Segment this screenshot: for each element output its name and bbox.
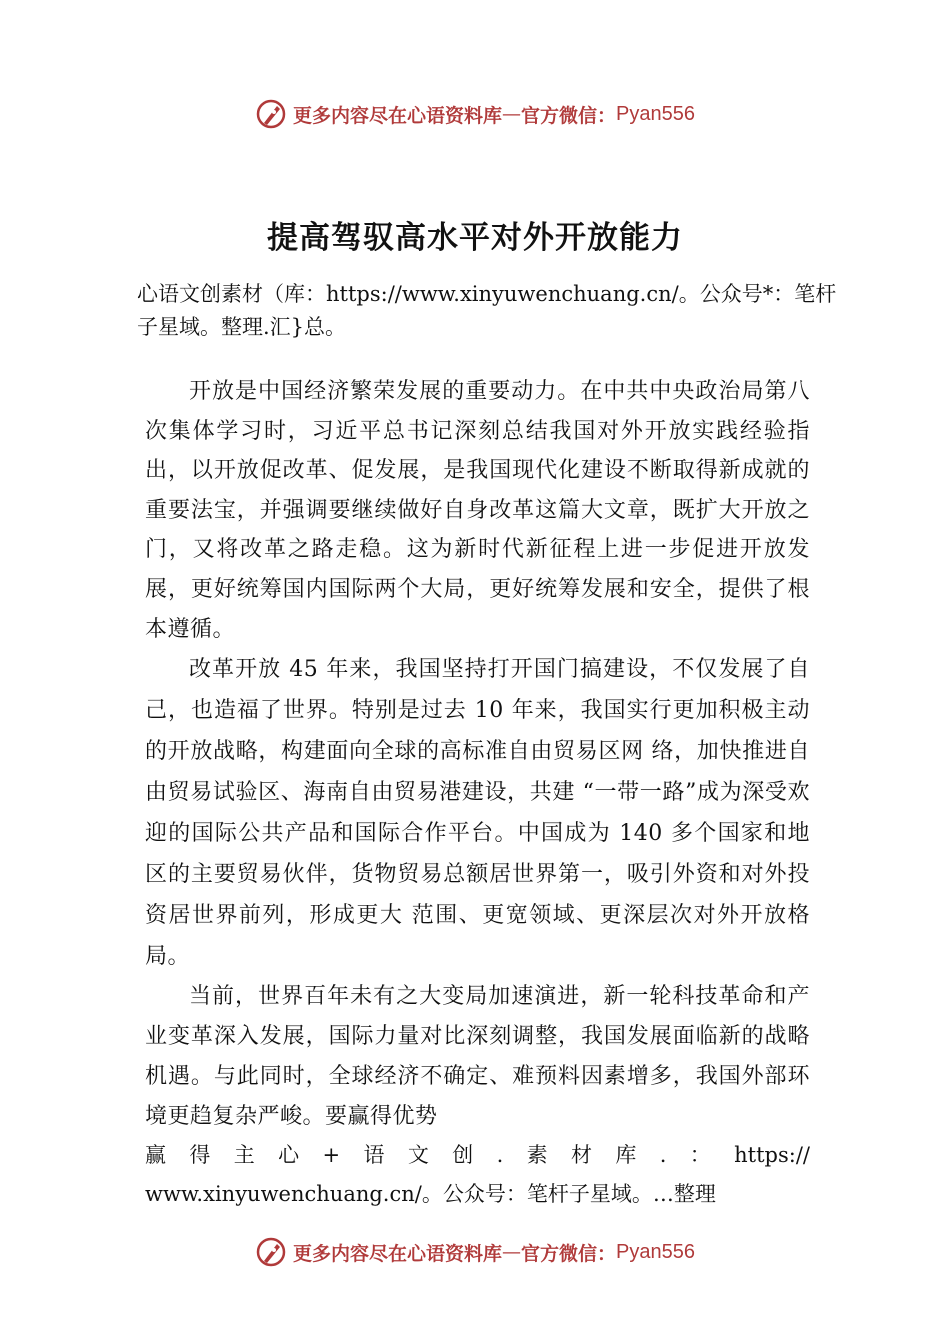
banner-dash: — xyxy=(502,103,522,125)
paragraph: 改革开放 45 年来，我国坚持打开国门搞建设，不仅发展了自己，也造福了世界。特别是过去 10 年来，我国实行更加积极主动的开放战略，构建面向全球的高标准自由贸易区网 络，加快推进自由贸易试验区、海南自由贸易港建设，共建 “一带一路”成为深受欢迎的国际公共产品和国际合作平台。中国成为 140 多个国家和地区的主要贸易伙伴，货物贸易总额居世界第一，吸引外资和对外投资居世界前列，形成更大 范围、更宽领域、更深层次对外开放格局。 xyxy=(145,657,810,970)
banner-sub-text: 官方微信： xyxy=(521,104,617,127)
document-body xyxy=(145,372,810,1214)
banner-main-text: 更多内容尽在心语资料库 xyxy=(293,104,503,127)
banner-wechat-id: Pyan556 xyxy=(616,102,695,125)
banner-main-text: 更多内容尽在心语资料库 xyxy=(293,1242,503,1265)
banner-dash: — xyxy=(502,1241,522,1263)
paragraph: 当前，世界百年未有之大变局加速演进，新一轮科技革命和产业变革深入发展，国际力量对比深刻调整，我国发展面临新的战略机遇。与此同时，全球经济不确定、难预料因素增多，我国外部环境更趋复杂严峻。要赢得优势 xyxy=(145,984,810,1129)
mixed-source-line: 赢得主心+语文创.素材库.：https:// xyxy=(145,1143,810,1168)
banner-sub-text: 官方微信： xyxy=(521,1242,617,1265)
source-line: 心语文创素材（库：https://www.xinyuwenchuang.cn/。公众号*：笔杆子星域。整理.汇}总。 xyxy=(137,282,837,339)
pen-nib-logo-icon xyxy=(255,98,287,130)
paragraph: 开放是中国经济繁荣发展的重要动力。在中共中央政治局第八次集体学习时，习近平总书记深刻总结我国对外开放实践经验指出，以开放促改革、促发展，是我国现代化建设不断取得新成就的重要法宝，并强调要继续做好自身改革这篇大文章，既扩大开放之门，又将改革之路走稳。这为新时代新征程上进一步促进开放发展，更好统筹国内国际两个大局，更好统筹发展和安全，提供了根本遵循。 xyxy=(145,379,810,642)
mixed-source-line: www.xinyuwenchuang.cn/。公众号：笔杆子星域。…整理 xyxy=(145,1182,716,1207)
footer-banner xyxy=(0,1232,950,1272)
document-title: 提高驾驭高水平对外开放能力 xyxy=(267,220,683,256)
pen-nib-logo-icon xyxy=(255,1236,287,1268)
banner-wechat-id: Pyan556 xyxy=(616,1240,695,1263)
header-banner xyxy=(0,94,950,134)
